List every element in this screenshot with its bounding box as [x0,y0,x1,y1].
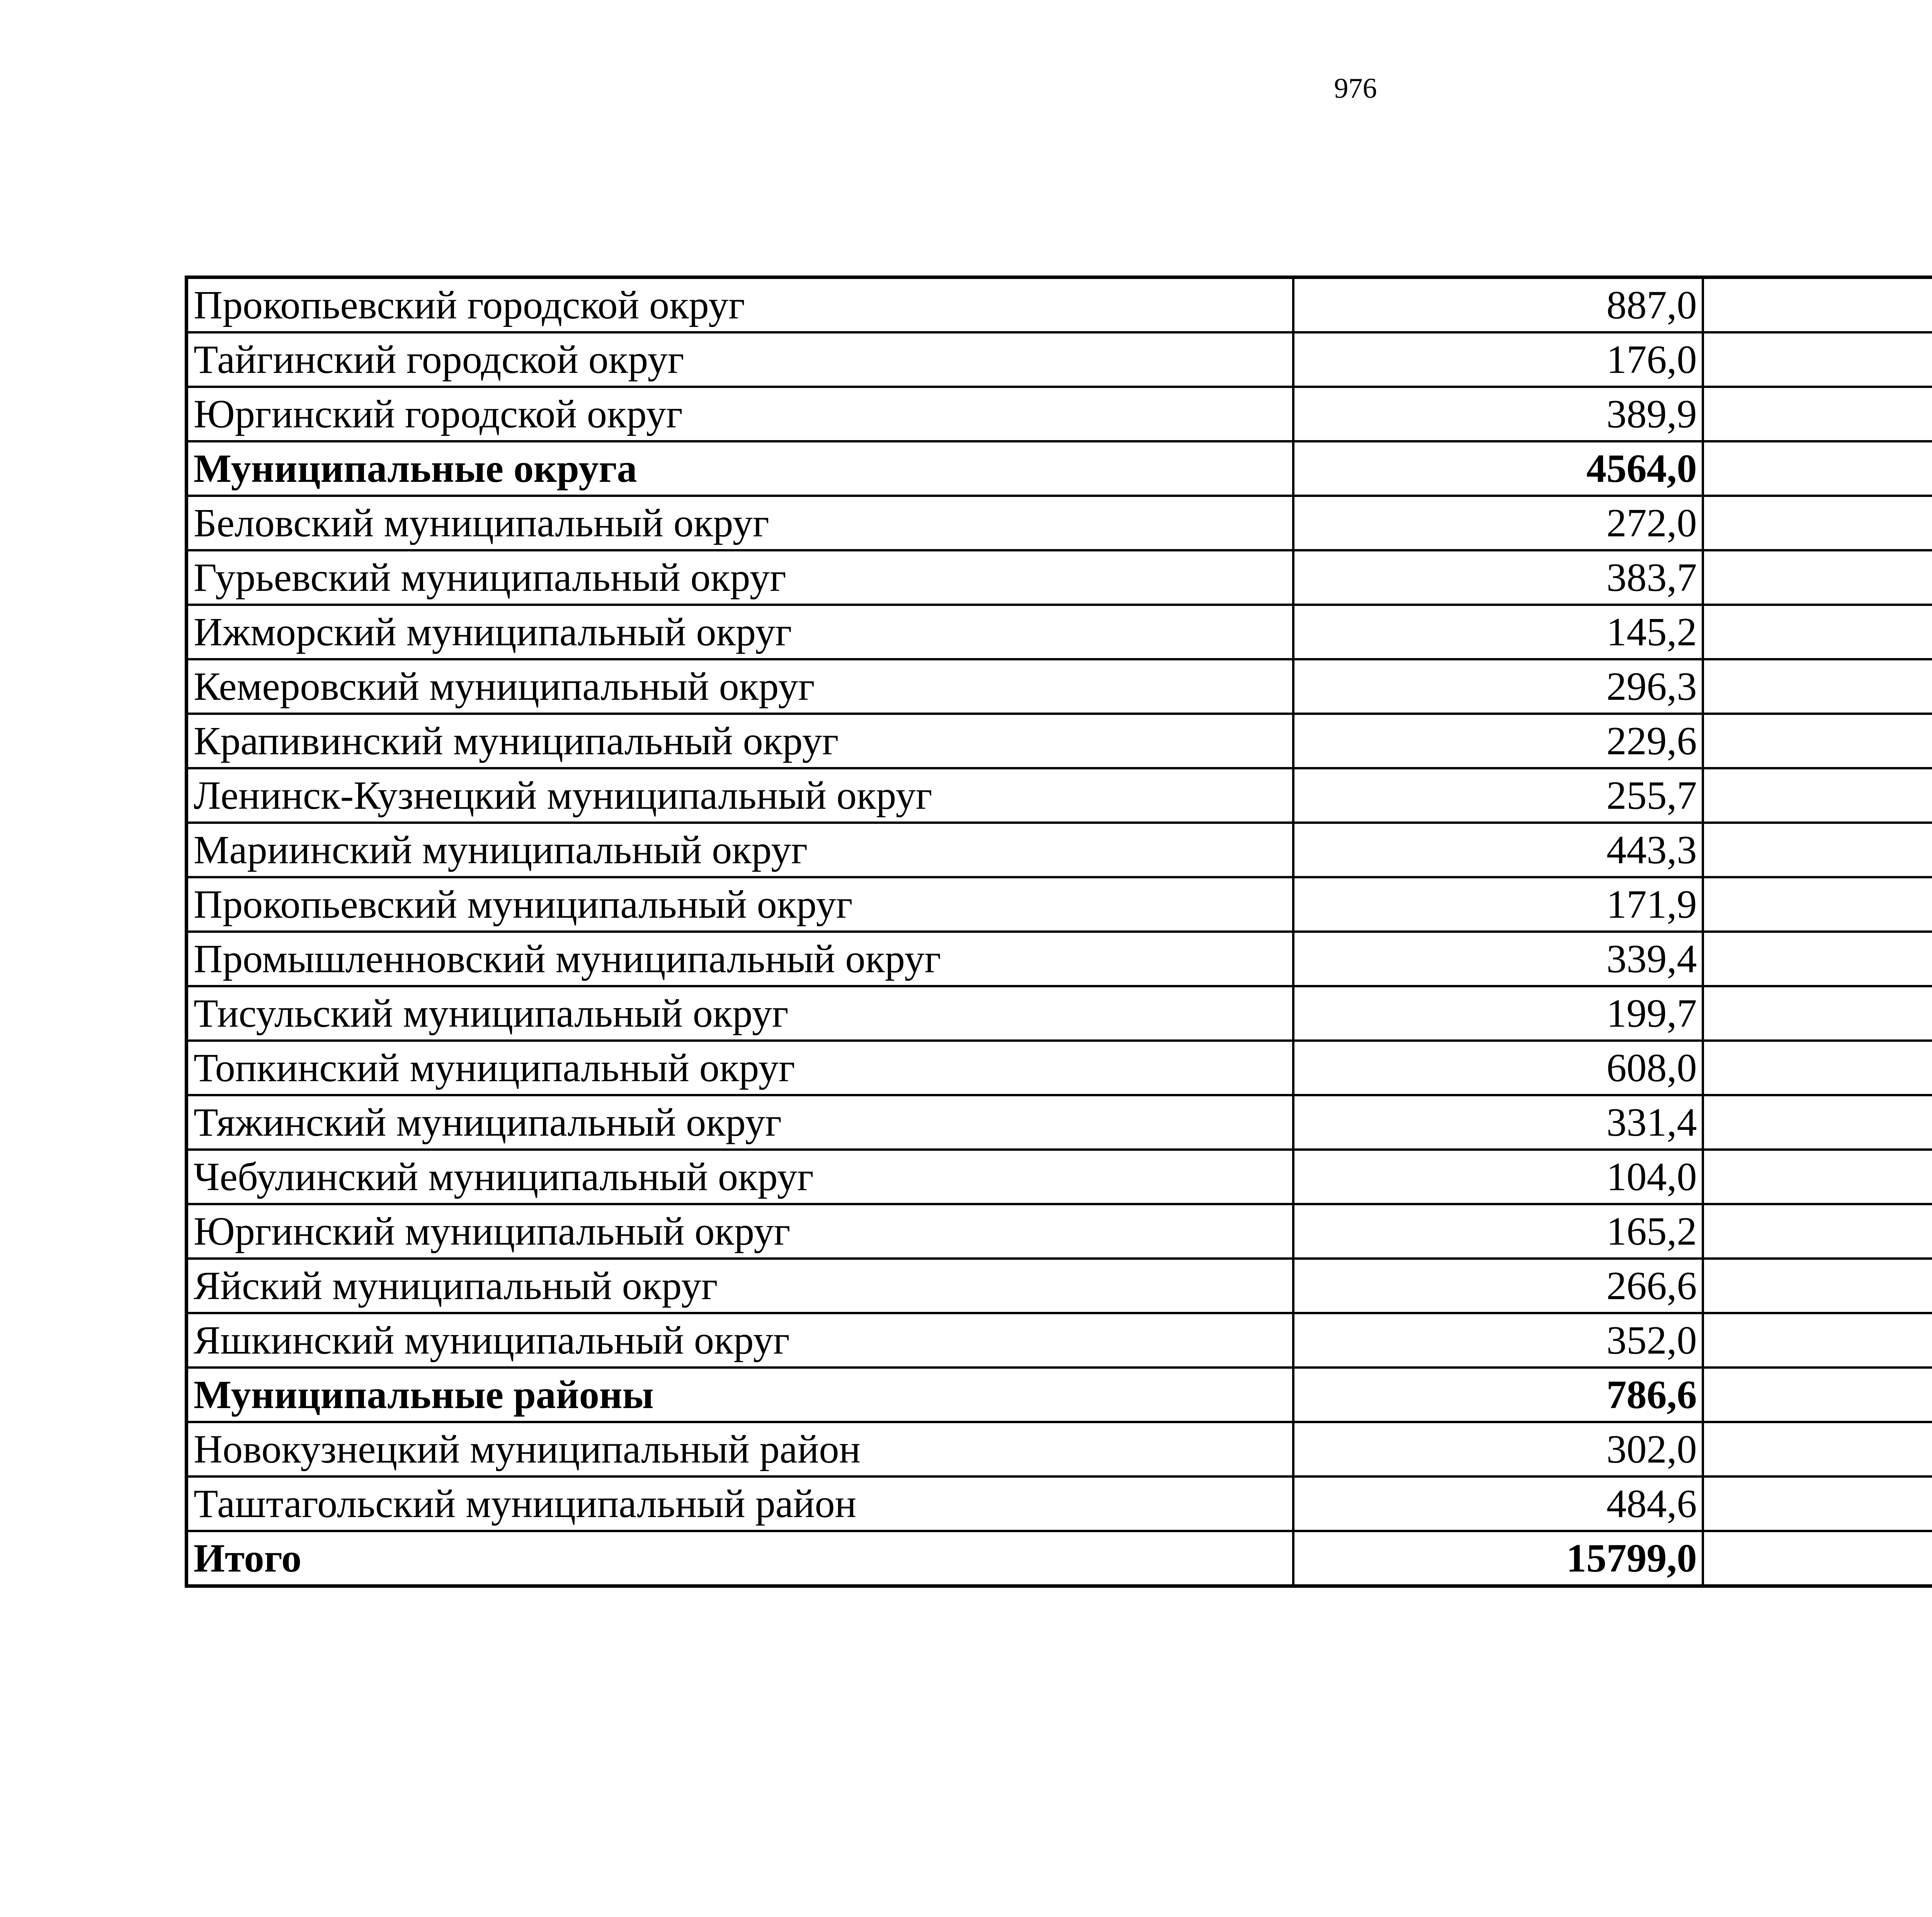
row-value-2-cell [1703,768,1932,823]
table-row [187,823,1932,877]
table-row [187,1476,1932,1531]
row-value-2-cell [1703,1041,1932,1095]
row-name-cell: Яшкинский муниципальный округ [187,1313,1293,1368]
row-value-2-cell [1703,659,1932,714]
row-name-cell: Крапивинский муниципальный округ [187,714,1293,768]
table-row [187,932,1932,986]
row-name-cell: Юргинский городской округ [187,387,1293,441]
table-row [187,1204,1932,1259]
row-value-2-cell [1703,1422,1932,1476]
row-value-1-cell: 608,0 [1293,1041,1703,1095]
table-row [187,659,1932,714]
row-value-1-cell: 331,4 [1293,1095,1703,1150]
row-value-1-cell: 383,7 [1293,550,1703,605]
table-row [187,768,1932,823]
table-row-subtotal [187,1368,1932,1422]
row-value-2-cell [1703,605,1932,659]
row-value-1-cell: 484,6 [1293,1476,1703,1531]
row-value-2-cell [1703,714,1932,768]
row-name-cell: Прокопьевский муниципальный округ [187,877,1293,932]
table-body [187,277,1932,1586]
table-row [187,877,1932,932]
table-row [187,277,1932,333]
row-name-cell: Ленинск-Кузнецкий муниципальный округ [187,768,1293,823]
row-value-1-cell: 255,7 [1293,768,1703,823]
row-value-2-cell [1703,1531,1932,1586]
row-value-2-cell [1703,1150,1932,1204]
row-value-1-cell: 443,3 [1293,823,1703,877]
row-value-2-cell [1703,277,1932,333]
row-value-1-cell: 352,0 [1293,1313,1703,1368]
row-value-2-cell [1703,550,1932,605]
row-name-cell: Тяжинский муниципальный округ [187,1095,1293,1150]
row-value-1-cell: 4564,0 [1293,441,1703,496]
row-value-2-cell [1703,1313,1932,1368]
table-row [187,1150,1932,1204]
row-value-2-cell [1703,1259,1932,1313]
table-row [187,986,1932,1041]
row-value-1-cell: 786,6 [1293,1368,1703,1422]
table-row [187,714,1932,768]
row-value-1-cell: 302,0 [1293,1422,1703,1476]
row-value-1-cell: 266,6 [1293,1259,1703,1313]
row-value-2-cell [1703,496,1932,550]
row-value-2-cell [1703,332,1932,387]
table-row [187,1422,1932,1476]
table-row [187,1041,1932,1095]
row-name-cell: Гурьевский муниципальный округ [187,550,1293,605]
row-value-1-cell: 171,9 [1293,877,1703,932]
table-row [187,605,1932,659]
row-value-1-cell: 104,0 [1293,1150,1703,1204]
row-value-1-cell: 887,0 [1293,277,1703,333]
row-name-cell: Новокузнецкий муниципальный район [187,1422,1293,1476]
row-value-1-cell: 296,3 [1293,659,1703,714]
table-row [187,332,1932,387]
table-row [187,550,1932,605]
row-value-1-cell: 339,4 [1293,932,1703,986]
row-name-cell: Таштагольский муниципальный район [187,1476,1293,1531]
table-row [187,496,1932,550]
row-value-2-cell [1703,1368,1932,1422]
table-row [187,1259,1932,1313]
row-name-cell: Топкинский муниципальный округ [187,1041,1293,1095]
row-value-1-cell: 145,2 [1293,605,1703,659]
row-name-cell: Кемеровский муниципальный округ [187,659,1293,714]
row-value-1-cell: 199,7 [1293,986,1703,1041]
row-value-2-cell [1703,986,1932,1041]
row-value-1-cell: 389,9 [1293,387,1703,441]
page-number: 976 [1334,73,1377,104]
row-name-cell: Тайгинский городской округ [187,332,1293,387]
row-value-2-cell [1703,877,1932,932]
row-name-cell: Тисульский муниципальный округ [187,986,1293,1041]
table-row-subtotal [187,441,1932,496]
table-row-subtotal [187,1531,1932,1586]
row-value-2-cell [1703,1095,1932,1150]
row-name-cell: Беловский муниципальный округ [187,496,1293,550]
row-value-1-cell: 272,0 [1293,496,1703,550]
row-value-1-cell: 176,0 [1293,332,1703,387]
row-name-cell: Промышленновский муниципальный округ [187,932,1293,986]
row-name-cell: Муниципальные районы [187,1368,1293,1422]
row-value-2-cell [1703,823,1932,877]
row-value-2-cell [1703,441,1932,496]
row-value-1-cell: 15799,0 [1293,1531,1703,1586]
row-name-cell: Прокопьевский городской округ [187,277,1293,333]
row-name-cell: Мариинский муниципальный округ [187,823,1293,877]
row-name-cell: Ижморский муниципальный округ [187,605,1293,659]
row-name-cell: Итого [187,1531,1293,1586]
table-row [187,387,1932,441]
table-row [187,1095,1932,1150]
row-value-2-cell [1703,1204,1932,1259]
row-name-cell: Муниципальные округа [187,441,1293,496]
row-value-2-cell [1703,387,1932,441]
row-name-cell: Яйский муниципальный округ [187,1259,1293,1313]
row-name-cell: Чебулинский муниципальный округ [187,1150,1293,1204]
row-value-1-cell: 229,6 [1293,714,1703,768]
row-value-2-cell [1703,1476,1932,1531]
row-value-1-cell: 165,2 [1293,1204,1703,1259]
row-name-cell: Юргинский муниципальный округ [187,1204,1293,1259]
row-value-2-cell [1703,932,1932,986]
data-table [185,276,1932,1588]
table-row [187,1313,1932,1368]
